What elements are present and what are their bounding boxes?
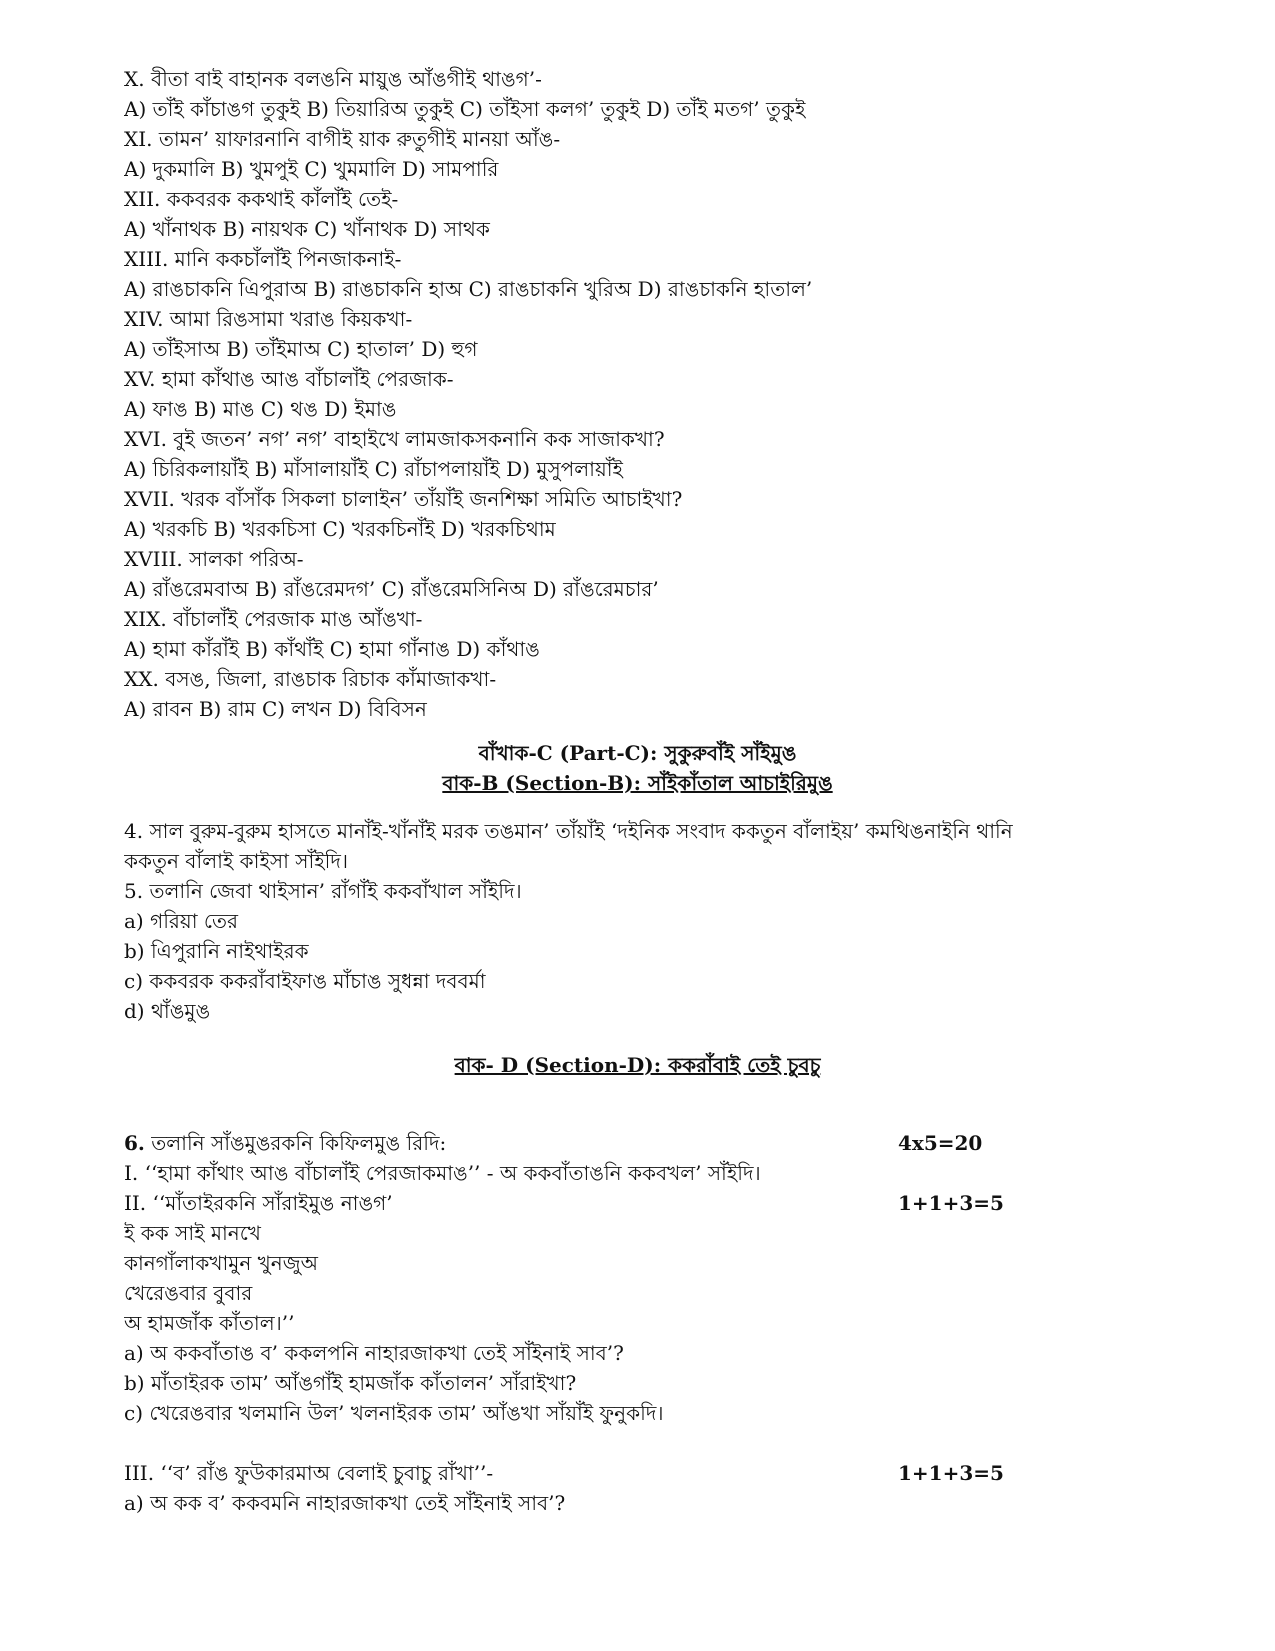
question-xiii: XIII. মানি ককচাঁলাঁই পিনজাকনাই- bbox=[124, 247, 402, 271]
question-6-text: তলানি সাঁঙমুঙরকনি কিফিলমুঙ রিদি: bbox=[151, 1131, 447, 1155]
question-6 bbox=[124, 1128, 884, 1158]
question-6-iii: III. ‘‘ব’ রাঁঙ ফুউকারমাঅ বেলাই চুবাচু রাঁখা’’- bbox=[124, 1461, 494, 1485]
question-6-ii-marks: 1+1+3=5 bbox=[898, 1191, 1004, 1215]
question-6-ii-a: a) অ ককবাঁতাঙ ব’ ককলপনি নাহারজাকখা তেই সাঁইনাই সাব’? bbox=[124, 1341, 624, 1365]
question-6-i: I. ‘‘হামা কাঁথাং আঙ বাঁচালাঁই পেরজাকমাঙ’’ - অ ককবাঁতাঙনি ককবখল’ সাঁইদি। bbox=[124, 1161, 761, 1185]
question-xx: XX. বসঙ, জিলা, রাঙচাক রিচাক কাঁমাজাকখা- bbox=[124, 667, 497, 691]
question-xii: XII. ককবরক ককথাই কাঁলাঁই তেই- bbox=[124, 187, 399, 211]
section-d-title: বাক- D (Section-D): ককরাঁবাই তেই চুবচু bbox=[454, 1053, 821, 1077]
question-6-ii-c: c) খেরেঙবার খলমানি উল’ খলনাইরক তাম’ আঁঙখা সাঁয়াঁই ফুনুকদি। bbox=[124, 1401, 664, 1425]
poem-line-3: খেরেঙবার বুবার bbox=[124, 1281, 253, 1305]
question-xx-options: A) রাবন B) রাম C) লখন D) বিবিসন bbox=[124, 697, 427, 721]
question-x: X. বীতা বাই বাহানক বলঙনি মায়ুঙ আঁঙগীই থাঙগ’- bbox=[124, 67, 542, 91]
poem-line-4: অ হামজাঁক কাঁতাল।’’ bbox=[124, 1311, 295, 1335]
question-xix-options: A) হামা কাঁরাঁই B) কাঁথাঁই C) হামা গাঁনাঙ D) কাঁথাঙ bbox=[124, 637, 540, 661]
question-4-line2: ককতুন বাঁলাই কাইসা সাঁইদি। bbox=[124, 849, 349, 873]
question-xv-options: A) ফাঙ B) মাঙ C) থঙ D) ইমাঙ bbox=[124, 397, 397, 421]
question-xiv: XIV. আমা রিঙসামা খরাঙ কিয়কখা- bbox=[124, 307, 413, 331]
question-6-ii-b: b) মাঁতাইরক তাম’ আঁঙগাঁই হামজাঁক কাঁতালন’ সাঁরাইখা? bbox=[124, 1371, 577, 1395]
question-4-line1: 4. সাল বুরুম-বুরুম হাসতে মানাঁই-খাঁনাঁই মরক তঙমান’ তাঁয়াঁই ‘দইনিক সংবাদ ককতুন বাঁলাইয়’ কমথিঙনাইনি থানি bbox=[124, 819, 1013, 843]
question-6-iii-a: a) অ কক ব’ ককবমনি নাহারজাকখা তেই সাঁইনাই সাব’? bbox=[124, 1491, 566, 1515]
question-xviii: XVIII. সালকা পরিঅ- bbox=[124, 547, 304, 571]
question-xvii-options: A) খরকচি B) খরকচিসা C) খরকচিনাঁই D) খরকচিথাম bbox=[124, 517, 556, 541]
question-xi: XI. তামন’ য়াফারনানি বাগীই য়াক রুতুগীই মানয়া আঁঙ- bbox=[124, 127, 561, 151]
question-6-iii-marks: 1+1+3=5 bbox=[898, 1461, 1004, 1485]
question-5-option-c: c) ককবরক ককরাঁবাইফাঙ মাঁচাঙ সুধন্না দববর্মা bbox=[124, 969, 486, 993]
question-5-option-a: a) গরিয়া তের bbox=[124, 909, 238, 933]
question-xvii: XVII. খরক বাঁসাঁক সিকলা চালাইন’ তাঁয়াঁই জনশিক্ষা সমিতি আচাইখা? bbox=[124, 487, 683, 511]
question-xiv-options: A) তাঁইসাঅ B) তাঁইমাঅ C) হাতাল’ D) হুগ bbox=[124, 337, 478, 361]
question-xiii-options: A) রাঙচাকনি এিপুরাঅ B) রাঙচাকনি হাঅ C) রাঙচাকনি খুরিঅ D) রাঙচাকনি হাতাল’ bbox=[124, 277, 813, 301]
question-6-ii: II. ‘‘মাঁতাইরকনি সাঁরাইমুঙ নাঙগ’ bbox=[124, 1191, 393, 1215]
poem-line-1: ই কক সাই মানখে bbox=[124, 1221, 261, 1245]
question-5-option-d: d) থাঁঙমুঙ bbox=[124, 999, 211, 1023]
question-xix: XIX. বাঁচালাঁই পেরজাক মাঙ আঁঙখা- bbox=[124, 607, 423, 631]
section-b-title: বাক-B (Section-B): সাঁইকাঁতাল আচাইরিমুঙ bbox=[442, 771, 833, 795]
question-xvi-options: A) চিরিকলায়াঁই B) মাঁসালায়াঁই C) রাঁচাপলায়াঁই D) মুসুপলায়াঁই bbox=[124, 457, 623, 481]
part-c-title: বাঁখাক-C (Part-C): সুকুরুবাঁই সাঁইমুঙ bbox=[478, 741, 797, 765]
question-xv: XV. হামা কাঁথাঙ আঙ বাঁচালাঁই পেরজাক- bbox=[124, 367, 454, 391]
question-5-option-b: b) এিপুরানি নাইথাইরক bbox=[124, 939, 309, 963]
question-5: 5. তলানি জেবা থাইসান’ রাঁগাঁই ককবাঁখাল সাঁইদি। bbox=[124, 879, 522, 903]
question-6-label: 6. bbox=[124, 1131, 145, 1155]
question-xi-options: A) দুকমালি B) খুমপুই C) খুমমালি D) সামপারি bbox=[124, 157, 499, 181]
poem-line-2: কানগাঁলাকখামুন খুনজুঅ bbox=[124, 1251, 318, 1275]
question-xviii-options: A) রাঁঙরেমবাঅ B) রাঁঙরেমদগ’ C) রাঁঙরেমসিনিঅ D) রাঁঙরেমচার’ bbox=[124, 577, 659, 601]
question-x-options: A) তাঁই কাঁচাঙগ তুকুই B) তিয়ারিঅ তুকুই C) তাঁইসা কলগ’ তুকুই D) তাঁই মতগ’ তুকুই bbox=[124, 97, 806, 121]
question-xvi: XVI. বুই জতন’ নগ’ নগ’ বাহাইখে লামজাকসকনানি কক সাজাকখা? bbox=[124, 427, 665, 451]
question-xii-options: A) খাঁনাথক B) নায়থক C) খাঁনাথক D) সাথক bbox=[124, 217, 490, 241]
question-6-marks: 4x5=20 bbox=[898, 1131, 983, 1155]
